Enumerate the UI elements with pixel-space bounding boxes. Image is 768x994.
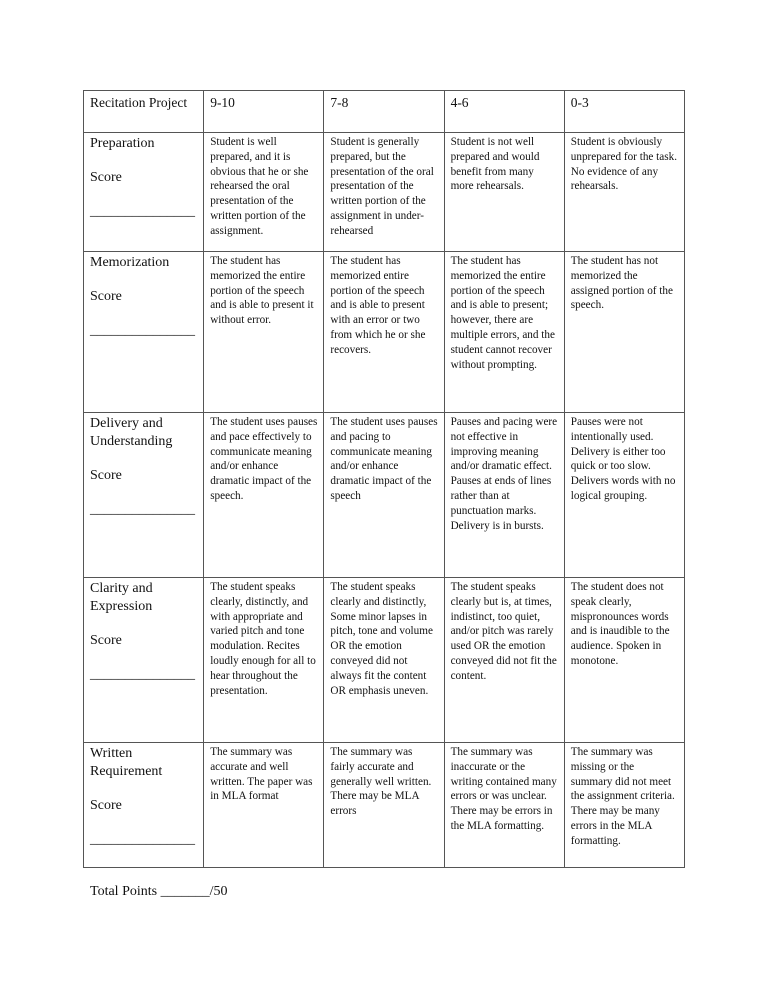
total-points: Total Points _______/50 — [90, 884, 228, 899]
header-cell: 9-10 — [204, 91, 324, 133]
category-cell — [84, 413, 204, 578]
criteria-cell: The student uses pauses and pacing to communicate meaning and/or enhance dramatic impact of the speech — [324, 413, 444, 578]
criteria-cell: The summary was accurate and well written. The paper was in MLA format — [204, 743, 324, 868]
header-cell: Recitation Project — [84, 91, 204, 133]
category-name: Clarity and Expression — [90, 581, 153, 614]
score-label: Score — [90, 633, 122, 648]
table-row — [84, 133, 685, 252]
header-cell: 7-8 — [324, 91, 444, 133]
table-row — [84, 578, 685, 743]
criteria-cell: Student is obviously unprepared for the task. No evidence of any rehearsals. — [564, 133, 684, 252]
category-name: Preparation — [90, 136, 155, 151]
header-row — [84, 91, 685, 133]
criteria-cell: The student does not speak clearly, mispronounces words and is inaudible to the audience. Spoken in monotone. — [564, 578, 684, 743]
rubric-table — [83, 90, 685, 868]
criteria-cell: The student has memorized entire portion of the speech and is able to present with an error or two from which he or she recovers. — [324, 252, 444, 413]
criteria-cell: The student has memorized the entire portion of the speech and is able to present it without error. — [204, 252, 324, 413]
score-blank: _______________ — [90, 204, 195, 219]
category-cell — [84, 252, 204, 413]
score-blank: _______________ — [90, 667, 195, 682]
criteria-cell: The student has not memorized the assigned portion of the speech. — [564, 252, 684, 413]
criteria-cell: Pauses and pacing were not effective in improving meaning and/or dramatic effect. Pauses at ends of lines rather than at punctuation marks. Delivery is in bursts. — [444, 413, 564, 578]
category-cell — [84, 133, 204, 252]
score-label: Score — [90, 289, 122, 304]
score-blank: _______________ — [90, 323, 195, 338]
criteria-cell: The summary was missing or the summary did not meet the assignment criteria. There may be many errors in the MLA formatting. — [564, 743, 684, 868]
score-label: Score — [90, 468, 122, 483]
table-row — [84, 743, 685, 868]
score-label: Score — [90, 170, 122, 185]
criteria-cell: The student speaks clearly and distinctly, Some minor lapses in pitch, tone and volume OR the emotion conveyed did not always fit the content OR emphasis uneven. — [324, 578, 444, 743]
table-row — [84, 413, 685, 578]
criteria-cell: The student speaks clearly, distinctly, and with appropriate and varied pitch and tone modulation. Recites loudly enough for all to hear throughout the presentation. — [204, 578, 324, 743]
score-blank: _______________ — [90, 502, 195, 517]
criteria-cell: The student speaks clearly but is, at times, indistinct, too quiet, and/or pitch was rarely used OR the emotion conveyed did not fit the content. — [444, 578, 564, 743]
header-cell: 4-6 — [444, 91, 564, 133]
category-cell — [84, 578, 204, 743]
category-name: Delivery and Understanding — [90, 416, 173, 449]
category-cell — [84, 743, 204, 868]
header-cell: 0-3 — [564, 91, 684, 133]
criteria-cell: The student uses pauses and pace effectively to communicate meaning and/or enhance dramatic impact of the speech. — [204, 413, 324, 578]
criteria-cell: Student is well prepared, and it is obvious that he or she rehearsed the oral presentation of the written portion of the assignment. — [204, 133, 324, 252]
criteria-cell: Student is not well prepared and would benefit from many more rehearsals. — [444, 133, 564, 252]
criteria-cell: The student has memorized the entire portion of the speech and is able to present; however, there are multiple errors, and the student cannot recover without prompting. — [444, 252, 564, 413]
table-row — [84, 252, 685, 413]
score-label: Score — [90, 798, 122, 813]
category-name: Memorization — [90, 255, 170, 270]
category-name: Written Requirement — [90, 746, 163, 779]
criteria-cell: The summary was fairly accurate and generally well written. There may be MLA errors — [324, 743, 444, 868]
criteria-cell: Student is generally prepared, but the presentation of the oral presentation of the written portion of the assignment in under-rehearsed — [324, 133, 444, 252]
criteria-cell: The summary was inaccurate or the writing contained many errors or was unclear. There may be errors in the MLA formatting. — [444, 743, 564, 868]
score-blank: _______________ — [90, 832, 195, 847]
criteria-cell: Pauses were not intentionally used. Delivery is either too quick or too slow. Delivers words with no logical grouping. — [564, 413, 684, 578]
